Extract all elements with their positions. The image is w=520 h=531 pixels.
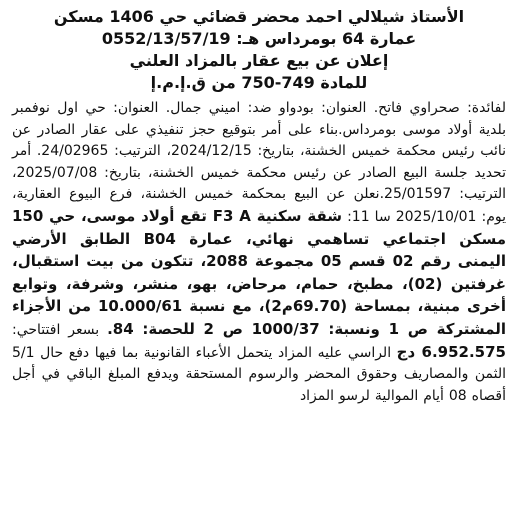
legal-article-reference: للمادة 749-750 من ق.إ.م.إ	[150, 73, 368, 92]
bailiff-address-phone-line: عمارة 64 بومرداس هـ: 0552/13/57/19	[101, 29, 417, 48]
notice-title: إعلان عن بيع عقار بالمزاد العلني	[129, 51, 389, 70]
bailiff-name-line: الأستاذ شيلالي احمد محضر قضائي حي 1406 مسكن	[53, 7, 465, 26]
notice-body	[12, 98, 506, 407]
parties-and-orders-text: لفائدة: صحراوي فاتح. العنوان: بودواو ضد: اميني جمال. العنوان: حي اول نوفمبر بلدية أولاد موسى بومرداس.بناء على أمر بتوقيع حجز تنفيذي على عقار الصادر عن نائب رئيس محكمة خميس الخشنة، بتاريخ: 2024/12/15، الترتيب: 24/02965. أمر تحديد جلسة البيع الصادر عن رئيس محكمة خميس الخشنة، بتاريخ: 2025/07/08، الترتيب: 25/01597.نعلن عن البيع بمحكمة خميس الخشنة، فرع البيوع العقارية، يوم: 2025/10/01 سا 11:	[12, 100, 507, 225]
opening-price-label: بسعر افتتاحي:	[12, 321, 108, 338]
opening-price-value: 6.952.575 دج	[396, 342, 506, 361]
notice-header	[12, 6, 506, 94]
payment-conditions-text: الراسي عليه المزاد يتحمل الأعباء القانونية بما فيها دفع حال 5/1 الثمن والمصاريف وحقوق المحضر والرسوم المستحقة ويدفع المبلغ الباقي في أجل أقصاه 08 أيام الموالية لرسو المزاد	[12, 344, 506, 404]
property-description: شقة سكنية F3 A تقع أولاد موسى، حي 150 مسكن اجتماعي تساهمي نهائي، عمارة B04 الطابق الأرضي اليمنى رقم 02 قسم 05 مجموعة 2088، تتكون من بيت استقبال، غرفتين (02)، مطبخ، حمام، مرحاض، بهو، منشر، وشرفة، وتوابع أخرى مبنية، بمساحة (69.70م2)، مع نسبة 10.000/61 من الأجزاء المشتركة ص 1 ونسبة: 1000/37 ص 2 للحصة: 84.	[12, 206, 507, 338]
